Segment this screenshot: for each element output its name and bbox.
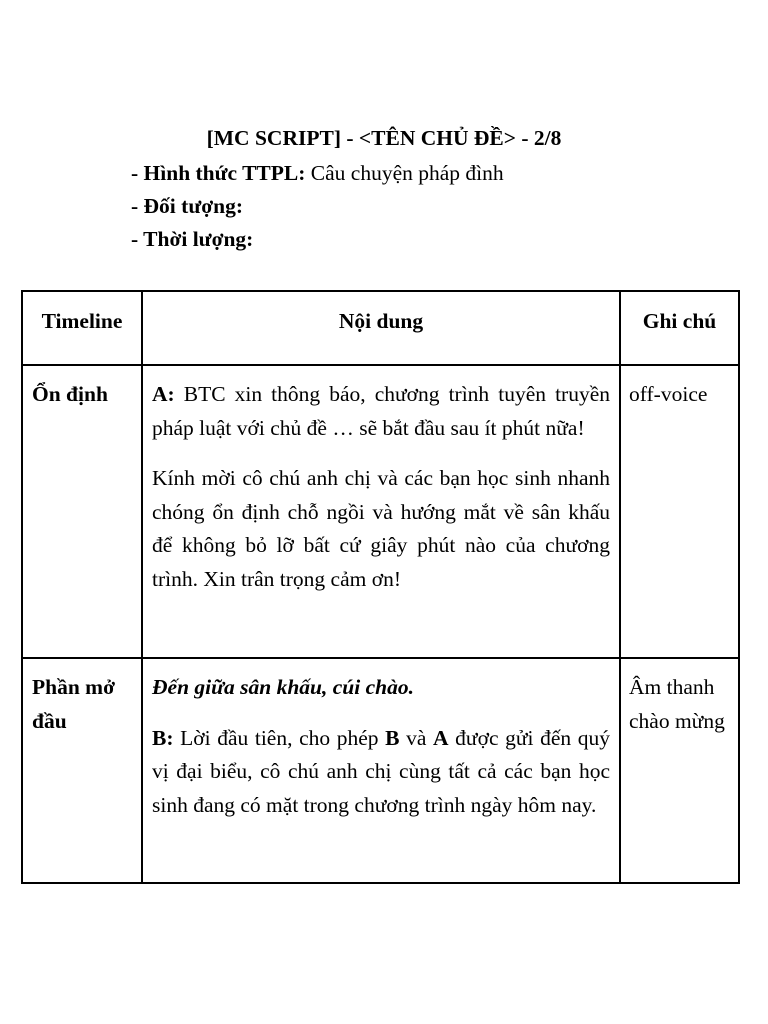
timeline-cell: Phần mở đầu	[22, 658, 142, 883]
script-meta	[131, 157, 504, 256]
table-row	[22, 365, 739, 658]
speaker-label: A:	[152, 382, 175, 406]
column-header-timeline: Timeline	[22, 291, 142, 365]
duration-label: - Thời lượng:	[131, 227, 254, 251]
table-row	[22, 658, 739, 883]
content-paragraph: A: BTC xin thông báo, chương trình tuyên truyền pháp luật với chủ đề … sẽ bắt đầu sau ít phút nữa!	[152, 382, 610, 440]
content-paragraph: Kính mời cô chú anh chị và các bạn học sinh nhanh chóng ổn định chỗ ngồi và hướng mắt về sân khấu để không bỏ lỡ bất cứ giây phút nào của chương trình. Xin trân trọng cảm ơn!	[152, 466, 610, 591]
content-paragraph: B: Lời đầu tiên, cho phép B và A được gửi đến quý vị đại biểu, cô chú anh chị cùng tất cả các bạn học sinh đang có mặt trong chương trình ngày hôm nay.	[152, 725, 611, 817]
timeline-cell: Ổn định	[22, 365, 142, 658]
speaker-label: B:	[152, 725, 174, 750]
format-label: - Hình thức TTPL:	[131, 161, 306, 185]
column-header-notes: Ghi chú	[620, 291, 739, 365]
stage-direction: Đến giữa sân khấu, cúi chào.	[152, 675, 414, 699]
page-title: [MC SCRIPT] - <TÊN CHỦ ĐỀ> - 2/8	[206, 126, 562, 150]
content-cell	[142, 658, 620, 883]
note-cell: Âm thanh chào mừng	[620, 658, 739, 883]
column-header-content: Nội dung	[142, 291, 620, 365]
table-header-row	[22, 291, 739, 365]
format-value: Câu chuyện pháp đình	[305, 161, 504, 185]
note-cell: off-voice	[620, 365, 739, 658]
content-cell	[142, 365, 620, 658]
audience-label: - Đối tượng:	[131, 194, 243, 218]
script-table	[21, 290, 740, 884]
format-row	[131, 157, 504, 190]
